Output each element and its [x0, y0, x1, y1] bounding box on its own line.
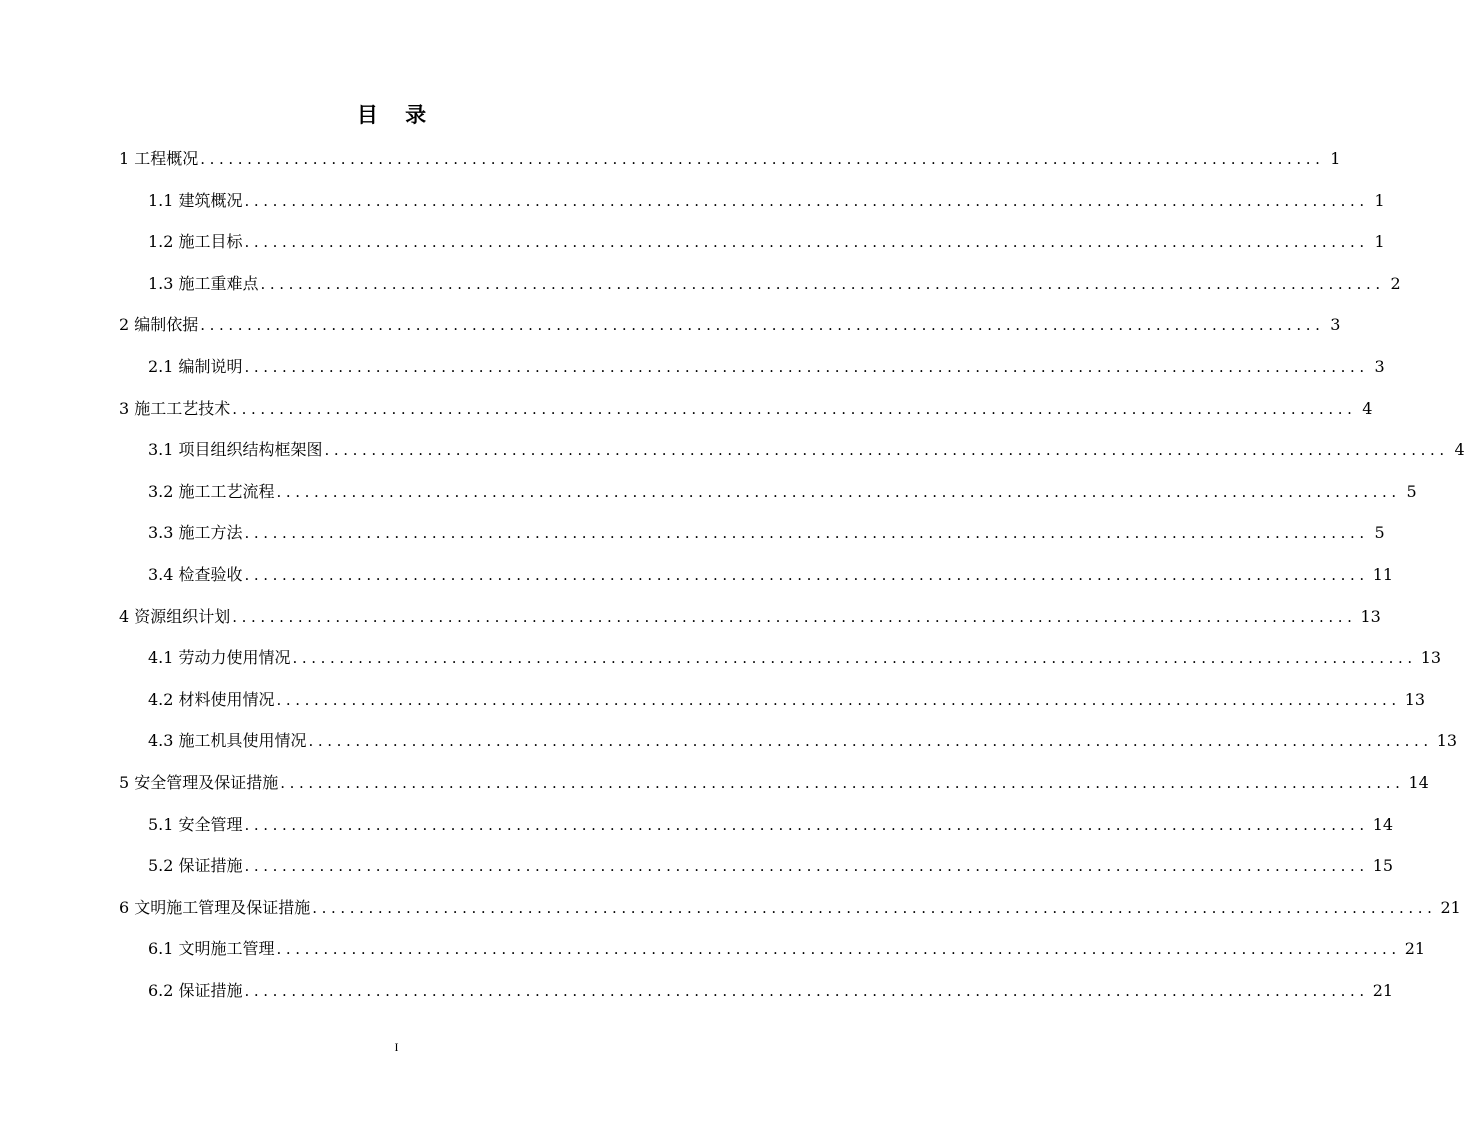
- toc-entry-page-number: 3: [1330, 315, 1341, 335]
- toc-entry-page-number: 21: [1404, 939, 1426, 959]
- page-number: I: [394, 1040, 399, 1054]
- toc-dot-leader: ........................................................................................................................: [232, 399, 1357, 418]
- toc-dot-leader: ........................................................................................................................: [200, 316, 1325, 335]
- toc-entry-page-number: 14: [1372, 814, 1394, 834]
- toc-entry-label: 1.1 建筑概况: [148, 190, 243, 210]
- toc-dot-leader: ........................................................................................................................: [232, 607, 1357, 626]
- toc-entry-label: 4.1 劳动力使用情况: [148, 648, 291, 668]
- toc-dot-leader: ........................................................................................................................: [244, 524, 1369, 543]
- toc-entry-label: 2 编制依据: [119, 315, 199, 335]
- toc-entry[interactable]: [148, 471, 1417, 513]
- toc-entry[interactable]: [148, 928, 1426, 970]
- toc-entry-label: 6.1 文明施工管理: [148, 939, 275, 959]
- toc-entry[interactable]: [148, 180, 1385, 222]
- toc-dot-leader: ........................................................................................................................: [276, 690, 1401, 709]
- toc-dot-leader: ........................................................................................................................: [244, 358, 1369, 376]
- toc-dot-leader: ........................................................................................................................: [244, 566, 1369, 584]
- toc-entry-page-number: 3: [1374, 357, 1385, 376]
- toc-entry-page-number: 11: [1372, 565, 1394, 584]
- toc-entry-label: 3.3 施工方法: [148, 523, 243, 543]
- toc-entry[interactable]: [148, 845, 1394, 887]
- toc-entry-page-number: 21: [1440, 897, 1461, 917]
- toc-entry-page-number: 13: [1404, 689, 1426, 709]
- toc-entry-page-number: 1: [1374, 190, 1385, 210]
- toc-entry[interactable]: [119, 388, 1373, 430]
- toc-entry[interactable]: [119, 887, 1461, 929]
- toc-entry[interactable]: [148, 263, 1401, 305]
- toc-entry-page-number: 4: [1454, 440, 1465, 460]
- toc-entry-label: 4.3 施工机具使用情况: [148, 731, 307, 751]
- toc-entry-label: 5.2 保证措施: [148, 856, 243, 876]
- toc-dot-leader: ........................................................................................................................: [244, 191, 1369, 210]
- toc-entry[interactable]: [148, 346, 1385, 388]
- toc-dot-leader: ........................................................................................................................: [308, 732, 1433, 751]
- toc-entry[interactable]: [148, 679, 1426, 721]
- toc-entry[interactable]: [148, 429, 1465, 471]
- toc-entry-page-number: 5: [1406, 481, 1417, 501]
- toc-entry-page-number: 14: [1408, 773, 1429, 792]
- toc-entry-label: 1 工程概况: [119, 149, 199, 168]
- toc-dot-leader: ........................................................................................................................: [312, 898, 1437, 917]
- toc-entry-page-number: 21: [1372, 981, 1394, 1000]
- toc-entry[interactable]: [148, 512, 1385, 554]
- toc-entry[interactable]: [119, 596, 1381, 638]
- toc-entry-label: 1.2 施工目标: [148, 232, 243, 252]
- toc-dot-leader: ........................................................................................................................: [260, 274, 1385, 293]
- toc-entry-label: 3.1 项目组织结构框架图: [148, 440, 323, 460]
- toc-entry-label: 6.2 保证措施: [148, 981, 243, 1000]
- page-title: 目 录: [356, 103, 437, 127]
- toc-entry[interactable]: [119, 138, 1341, 180]
- toc-entry[interactable]: [148, 637, 1442, 679]
- toc-dot-leader: ........................................................................................................................: [276, 482, 1401, 501]
- toc-dot-leader: ........................................................................................................................: [276, 940, 1401, 959]
- toc-entry-label: 4.2 材料使用情况: [148, 689, 275, 709]
- toc-entry-label: 3.2 施工工艺流程: [148, 481, 275, 501]
- toc-entry[interactable]: [148, 554, 1394, 596]
- toc-dot-leader: ........................................................................................................................: [244, 857, 1369, 876]
- toc-dot-leader: ........................................................................................................................: [244, 233, 1369, 252]
- toc-entry[interactable]: [119, 304, 1341, 346]
- toc-entry-label: 3 施工工艺技术: [119, 398, 231, 418]
- toc-entry-label: 2.1 编制说明: [148, 357, 243, 376]
- toc-entry-label: 1.3 施工重难点: [148, 273, 259, 293]
- toc-dot-leader: ........................................................................................................................: [324, 441, 1449, 460]
- toc-entry-label: 5.1 安全管理: [148, 814, 243, 834]
- toc-entry[interactable]: [148, 970, 1394, 1012]
- toc-entry-page-number: 5: [1374, 523, 1385, 543]
- toc-entry-label: 4 资源组织计划: [119, 606, 231, 626]
- toc-entry[interactable]: [148, 720, 1458, 762]
- toc-dot-leader: ........................................................................................................................: [244, 815, 1369, 834]
- toc-entry-page-number: 15: [1372, 856, 1394, 876]
- toc-entry-page-number: 13: [1360, 606, 1381, 626]
- toc-entry[interactable]: [148, 804, 1394, 846]
- toc-entry-label: 5 安全管理及保证措施: [119, 773, 279, 792]
- toc-entry-label: 3.4 检查验收: [148, 565, 243, 584]
- toc-entry[interactable]: [119, 762, 1429, 804]
- toc-dot-leader: ........................................................................................................................: [280, 774, 1405, 792]
- toc-entry[interactable]: [148, 221, 1385, 263]
- toc-entry-label: 6 文明施工管理及保证措施: [119, 897, 311, 917]
- toc-dot-leader: ........................................................................................................................: [292, 649, 1417, 668]
- toc-dot-leader: ........................................................................................................................: [200, 150, 1325, 168]
- toc-dot-leader: ........................................................................................................................: [244, 982, 1369, 1000]
- toc-entry-page-number: 13: [1420, 648, 1442, 668]
- toc-entry-page-number: 13: [1436, 731, 1458, 751]
- toc-entry-page-number: 1: [1374, 232, 1385, 252]
- toc-entry-page-number: 2: [1390, 273, 1401, 293]
- toc-entry-page-number: 4: [1362, 398, 1373, 418]
- toc-entry-page-number: 1: [1330, 149, 1341, 168]
